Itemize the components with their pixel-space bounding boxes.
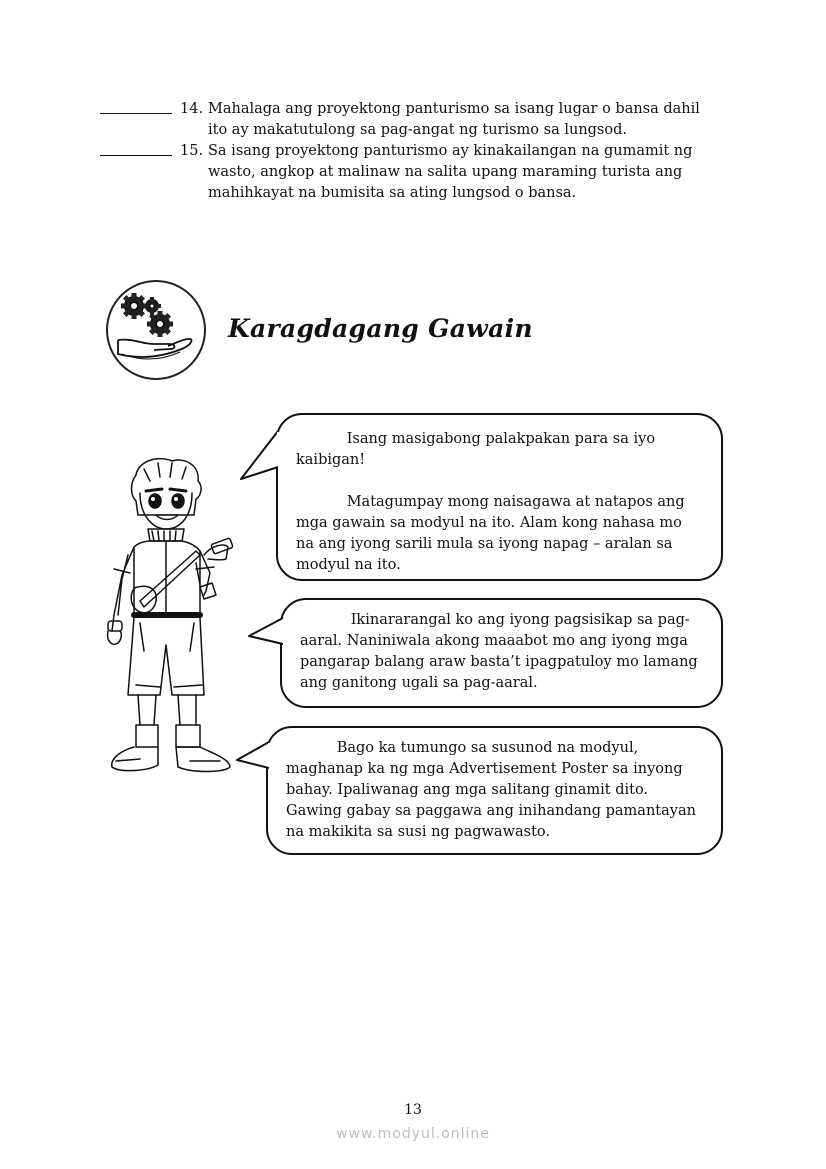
bubble-line: Ikinararangal ko ang iyong pagsisikap sa pag- (300, 612, 690, 628)
bubble-paragraph (296, 429, 703, 471)
item-text (208, 99, 728, 141)
bubble-line: na ang iyong sarili mula sa iyong napag – aralan sa (296, 536, 673, 552)
bubble-paragraph (296, 492, 703, 576)
bubble-line: mga gawain sa modyul na ito. Alam kong nahasa mo (296, 515, 682, 531)
bubble-line: Matagumpay mong naisagawa at natapos ang (296, 494, 685, 510)
bubble-line: pangarap balang araw basta’t ipagpatuloy mo lamang (300, 654, 698, 670)
item-number: 14. (180, 101, 204, 117)
answer-blank[interactable] (100, 155, 172, 156)
watermark: www.modyul.online (336, 1126, 490, 1142)
gears-in-hand-icon (106, 280, 206, 380)
speech-bubble-3 (266, 726, 723, 855)
item-line: wasto, angkop at malinaw na salita upang maraming turista ang (208, 164, 683, 180)
item-number: 15. (180, 143, 204, 159)
item-line: Sa isang proyektong panturismo ay kinakailangan na gumamit ng (208, 143, 693, 159)
bubble-paragraph (300, 610, 703, 694)
bubble-line: bahay. Ipaliwanag ang mga salitang ginamit dito. (286, 782, 649, 798)
bubble-line: Bago ka tumungo sa susunod na modyul, (286, 740, 639, 756)
bubble-line: na makikita sa susi ng pagwawasto. (286, 824, 550, 840)
student-illustration (100, 455, 245, 780)
speech-bubble-2 (280, 598, 723, 708)
speech-bubble-1 (276, 413, 723, 581)
item-text (208, 141, 728, 204)
bubble-line: maghanap ka ng mga Advertisement Poster sa inyong (286, 761, 683, 777)
bubble-line: modyul na ito. (296, 557, 401, 573)
page-number: 13 (404, 1102, 422, 1118)
bubble-line: ang ganitong ugali sa pag-aaral. (300, 675, 538, 691)
answer-blank[interactable] (100, 113, 172, 114)
bubble-line: Gawing gabay sa paggawa ang inihandang pamantayan (286, 803, 696, 819)
bubble-line: kaibigan! (296, 452, 366, 468)
item-line: Mahalaga ang proyektong panturismo sa isang lugar o bansa dahil (208, 101, 700, 117)
item-line: ito ay makatutulong sa pag-angat ng turismo sa lungsod. (208, 122, 627, 138)
section-title: Karagdagang Gawain (228, 314, 533, 343)
bubble-line: Isang masigabong palakpakan para sa iyo (296, 431, 656, 447)
item-line: mahihkayat na bumisita sa ating lungsod o bansa. (208, 185, 577, 201)
bubble-paragraph (286, 738, 703, 843)
bubble-line: aaral. Naniniwala akong maaabot mo ang iyong mga (300, 633, 688, 649)
